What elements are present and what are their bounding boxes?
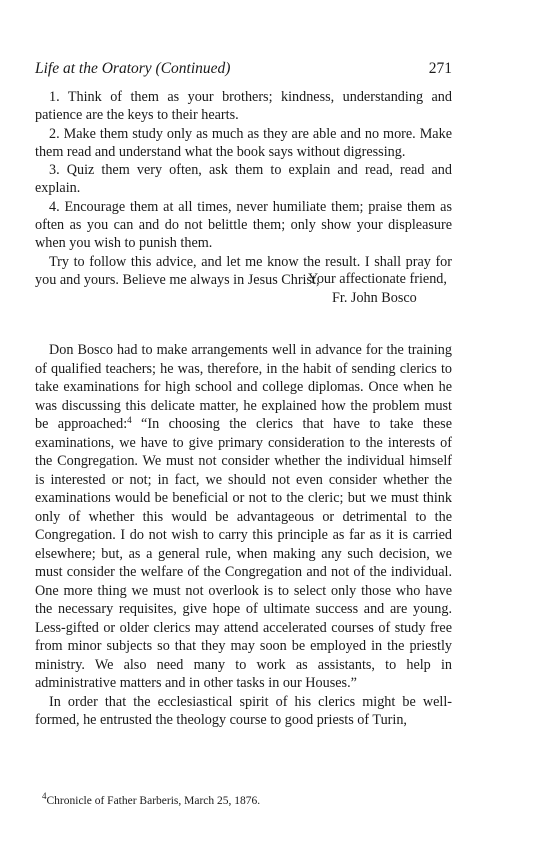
letter-advice: Try to follow this advice, and let me know the result. I shall pray for you and yours. Believe me always in Jesus Christ, bbox=[35, 253, 452, 288]
footnote-text: Chronicle of Father Barberis, March 25, 1876. bbox=[46, 795, 261, 807]
paragraph-1-start: Don Bosco had to make arrangements well in advance for the training of qualified teachers; he was, therefore, in the habit of sending clerics to take examinations for high school and college diplomas. Once when he was discussing this delicate matter, he explained how the problem must be approached: bbox=[35, 342, 452, 432]
main-text bbox=[35, 341, 452, 730]
letter-signature: Fr. John Bosco bbox=[332, 290, 417, 306]
letter-point-2: 2. Make them study only as much as they are able and no more. Make them read and understand what the book says without digressing. bbox=[35, 125, 452, 160]
page-header bbox=[35, 60, 452, 82]
paragraph-2: In order that the ecclesiastical spirit of his clerics might be well-formed, he entrusted the theology course to good priests of Turin, bbox=[35, 693, 452, 728]
paragraph-1 bbox=[35, 341, 452, 693]
footnote-reference: 4 bbox=[127, 415, 132, 425]
paragraph-1-quote: “In choosing the clerics that have to take these examinations, we have to give primary consideration to the interests of the Congregation. We must not consider whether the individual himself is interested or not; in fact, we should not even consider whether the examinations would be beneficial or not to the cleric; but we must think only of whether this would be advantageous or detrimental to the Congregation. I do not wish to carry this principle as far as it is carried elsewhere; but, as a general rule, when making any such decision, we must consider the welfare of the Congregation and not of the individual. One more thing we must not overlook is to select only those who have the necessary requisites, give hope of ultimate success and are young. Less-gifted or older clerics may attend accelerated courses of study free from minor subjects so that they may soon be employed in the priestly ministry. We also need many to work as assistants, to help in administrative matters and in other tasks in our Houses.” bbox=[35, 416, 452, 691]
letter-point-3: 3. Quiz them very often, ask them to explain and read, read and explain. bbox=[35, 162, 452, 197]
footnote-number: 4 bbox=[42, 791, 47, 801]
letter-point-1: 1. Think of them as your brothers; kindness, understanding and patience are the keys to their hearts. bbox=[35, 89, 452, 124]
page-number: 271 bbox=[428, 60, 452, 77]
letter-body bbox=[35, 88, 452, 289]
footnote bbox=[42, 791, 261, 807]
running-title: Life at the Oratory (Continued) bbox=[35, 60, 231, 77]
letter-closing: Your affectionate friend, bbox=[308, 271, 447, 287]
letter-point-4: 4. Encourage them at all times, never humiliate them; praise them as often as you can and do not belittle them; only show your displeasure when you wish to punish them. bbox=[35, 198, 452, 252]
